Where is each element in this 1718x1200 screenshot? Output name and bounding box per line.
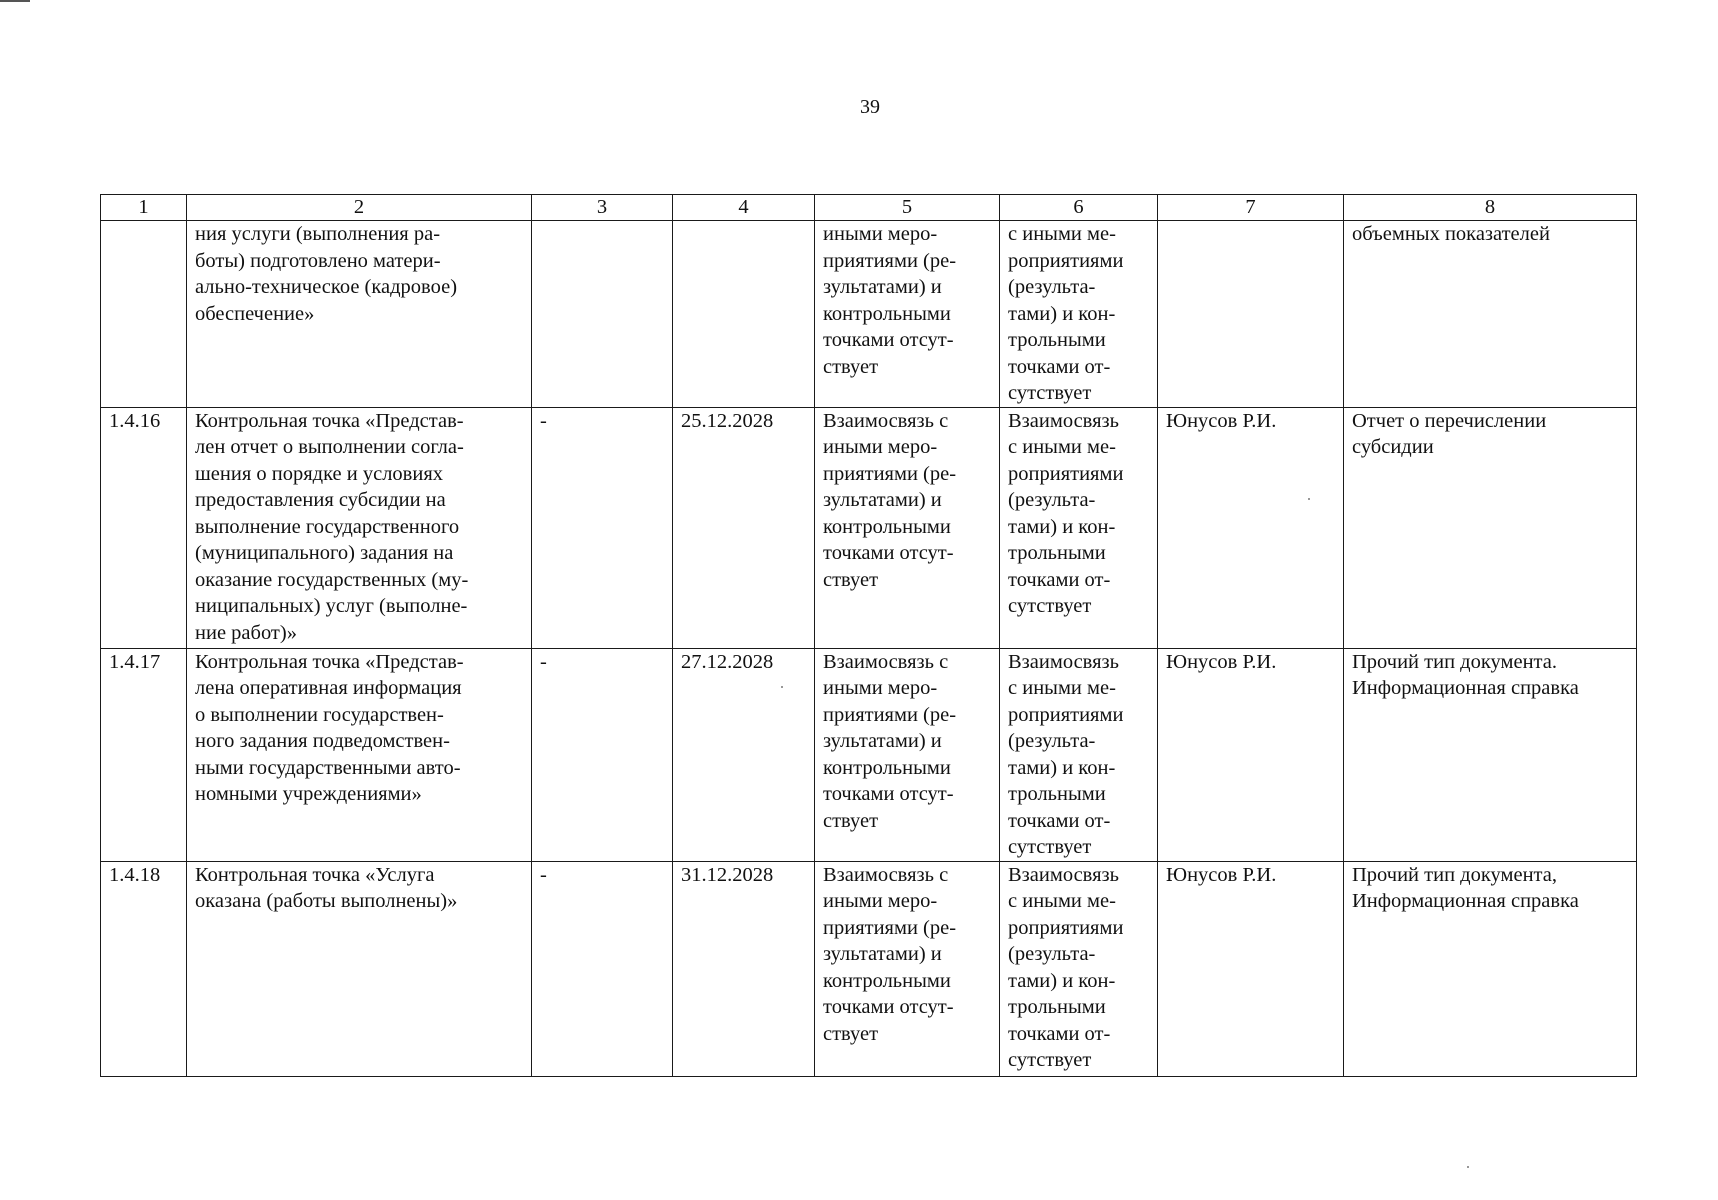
row-number: 1.4.16: [101, 407, 187, 648]
control-point-name: Контрольная точка «Услуга оказана (работы выполнены)»: [187, 861, 532, 1076]
relation-col5: Взаимосвязь с иными меро- приятиями (ре- зультатами) и контрольными точками отсут- ствует: [815, 648, 1000, 861]
scan-speck: [1308, 498, 1310, 500]
table-header-row: [101, 195, 1637, 221]
scan-edge-mark: [0, 0, 30, 2]
column-header-2: 2: [187, 195, 532, 221]
responsible-person: Юнусов Р.И.: [1158, 861, 1344, 1076]
scan-speck: [1467, 1166, 1469, 1168]
column-header-7: 7: [1158, 195, 1344, 221]
due-date: 31.12.2028: [673, 861, 815, 1076]
responsible-person: Юнусов Р.И.: [1158, 648, 1344, 861]
due-date: [673, 221, 815, 408]
due-date: 27.12.2028: [673, 648, 815, 861]
relation-col5: Взаимосвязь с иными меро- приятиями (ре- зультатами) и контрольными точками отсут- ствует: [815, 861, 1000, 1076]
relation-col5: иными меро- приятиями (ре- зультатами) и контрольными точками отсут- ствует: [815, 221, 1000, 408]
table-row: [101, 407, 1637, 648]
control-point-name: Контрольная точка «Представ- лена оперативная информация о выполнении государствен- ного задания подведомствен- ными государственными авто- номными учреждениями»: [187, 648, 532, 861]
table-row: [101, 648, 1637, 861]
predecessor: -: [532, 648, 673, 861]
table-row: [101, 861, 1637, 1076]
page-number: 39: [860, 96, 880, 118]
control-points-table: [100, 194, 1637, 1077]
document-type: объемных показателей: [1344, 221, 1637, 408]
column-header-3: 3: [532, 195, 673, 221]
relation-col5: Взаимосвязь с иными меро- приятиями (ре- зультатами) и контрольными точками отсут- ствует: [815, 407, 1000, 648]
relation-col6: Взаимосвязь с иными ме- роприятиями (результа- тами) и кон- трольными точками от- сутствует: [1000, 648, 1158, 861]
row-number: [101, 221, 187, 408]
relation-col6: с иными ме- роприятиями (результа- тами) и кон- трольными точками от- сутствует: [1000, 221, 1158, 408]
responsible-person: Юнусов Р.И.: [1158, 407, 1344, 648]
predecessor: [532, 221, 673, 408]
column-header-5: 5: [815, 195, 1000, 221]
control-point-name: ния услуги (выполнения ра- боты) подготовлено матери- ально-техническое (кадровое) обеспечение»: [187, 221, 532, 408]
responsible-person: [1158, 221, 1344, 408]
predecessor: -: [532, 407, 673, 648]
control-point-name: Контрольная точка «Представ- лен отчет о выполнении согла- шения о порядке и условиях предоставления субсидии на выполнение государственного (муниципального) задания на оказание государственных (му- ниципальных) услуг (выполне- ние работ)»: [187, 407, 532, 648]
predecessor: -: [532, 861, 673, 1076]
column-header-4: 4: [673, 195, 815, 221]
document-type: Прочий тип документа. Информационная справка: [1344, 648, 1637, 861]
relation-col6: Взаимосвязь с иными ме- роприятиями (результа- тами) и кон- трольными точками от- сутствует: [1000, 407, 1158, 648]
document-type: Прочий тип документа, Информационная справка: [1344, 861, 1637, 1076]
document-type: Отчет о перечислении субсидии: [1344, 407, 1637, 648]
row-number: 1.4.17: [101, 648, 187, 861]
table-row: [101, 221, 1637, 408]
relation-col6: Взаимосвязь с иными ме- роприятиями (результа- тами) и кон- трольными точками от- сутствует: [1000, 861, 1158, 1076]
column-header-1: 1: [101, 195, 187, 221]
due-date: 25.12.2028: [673, 407, 815, 648]
row-number: 1.4.18: [101, 861, 187, 1076]
column-header-6: 6: [1000, 195, 1158, 221]
scan-speck: [781, 686, 783, 688]
column-header-8: 8: [1344, 195, 1637, 221]
